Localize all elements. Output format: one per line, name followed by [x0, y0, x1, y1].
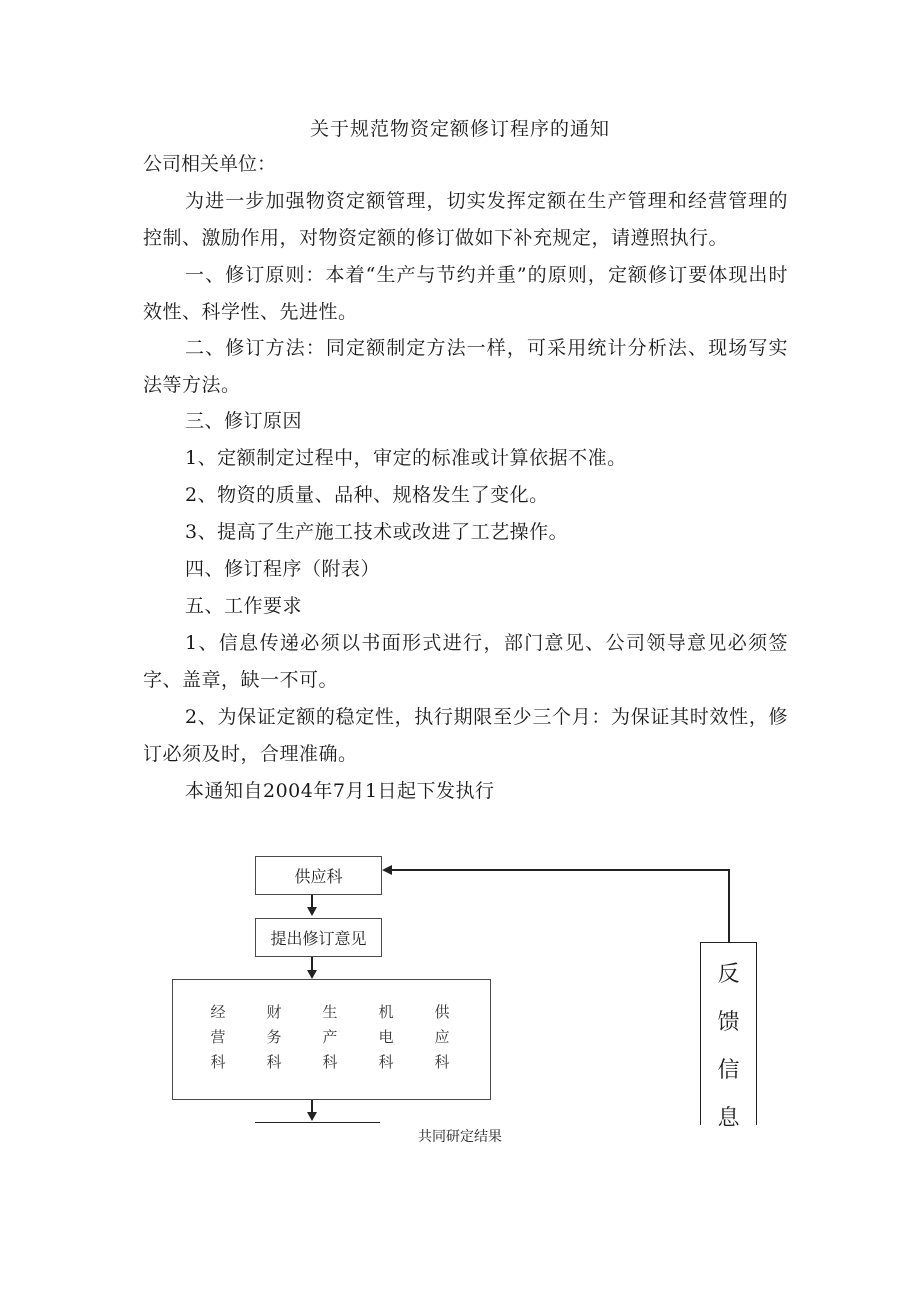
- dept-column: 生 产 科: [322, 1003, 338, 1071]
- feedback-line-horizontal: [390, 869, 730, 871]
- arrow-left-icon: [382, 865, 392, 875]
- reason-item-1: 1、定额制定过程中，审定的标准或计算依据不准。: [185, 447, 627, 469]
- dept-column: 经 营 科: [210, 1003, 226, 1071]
- paragraph-method: 二、修订方法：同定额制定方法一样，可采用统计分析法、现场写实法等方法。: [143, 337, 788, 396]
- arrow-down-icon: [307, 1112, 317, 1121]
- requirement-item-1: 1、信息传递必须以书面形式进行，部门意见、公司领导意见必须签字、盖章，缺一不可。: [143, 632, 788, 691]
- connector-line: [311, 957, 313, 971]
- feedback-line-vertical: [728, 869, 730, 943]
- box-propose-revision: 提出修订意见: [255, 918, 382, 957]
- feedback-box: 反 馈 信 息: [700, 942, 757, 1125]
- dept-column: 财 务 科: [266, 1003, 282, 1071]
- result-box-top-edge: [255, 1122, 380, 1123]
- heading-reasons: 三、修订原因: [185, 410, 303, 432]
- paragraph-principle: 一、修订原则：本着“生产与节约并重”的原则，定额修订要体现出时效性、科学性、先进性。: [143, 264, 788, 323]
- dept-column: 机 电 科: [378, 1003, 394, 1071]
- heading-procedure: 四、修订程序（附表）: [185, 558, 381, 580]
- requirement-item-2: 2、为保证定额的稳定性，执行期限至少三个月：为保证其时效性，修订必须及时，合理准确。: [143, 706, 788, 765]
- dept-column: 供 应 科: [434, 1003, 450, 1071]
- paragraph-intro: 为进一步加强物资定额管理，切实发挥定额在生产管理和经营管理的控制、激励作用，对物资定额的修订做如下补充规定，请遵照执行。: [143, 190, 788, 249]
- reason-item-3: 3、提高了生产施工技术或改进了工艺操作。: [185, 521, 569, 543]
- arrow-down-icon: [307, 970, 317, 979]
- flowchart-caption: 共同研定结果: [418, 1129, 502, 1145]
- reason-item-2: 2、物资的质量、品种、规格发生了变化。: [185, 484, 549, 506]
- heading-requirements: 五、工作要求: [185, 595, 303, 617]
- box-supply-dept: 供应科: [255, 856, 382, 895]
- salutation: 公司相关单位：: [143, 153, 277, 175]
- document-title: 关于规范物资定额修订程序的通知: [309, 118, 610, 140]
- arrow-down-icon: [307, 907, 317, 916]
- effective-date: 本通知自2004年7月1日起下发执行: [185, 780, 495, 802]
